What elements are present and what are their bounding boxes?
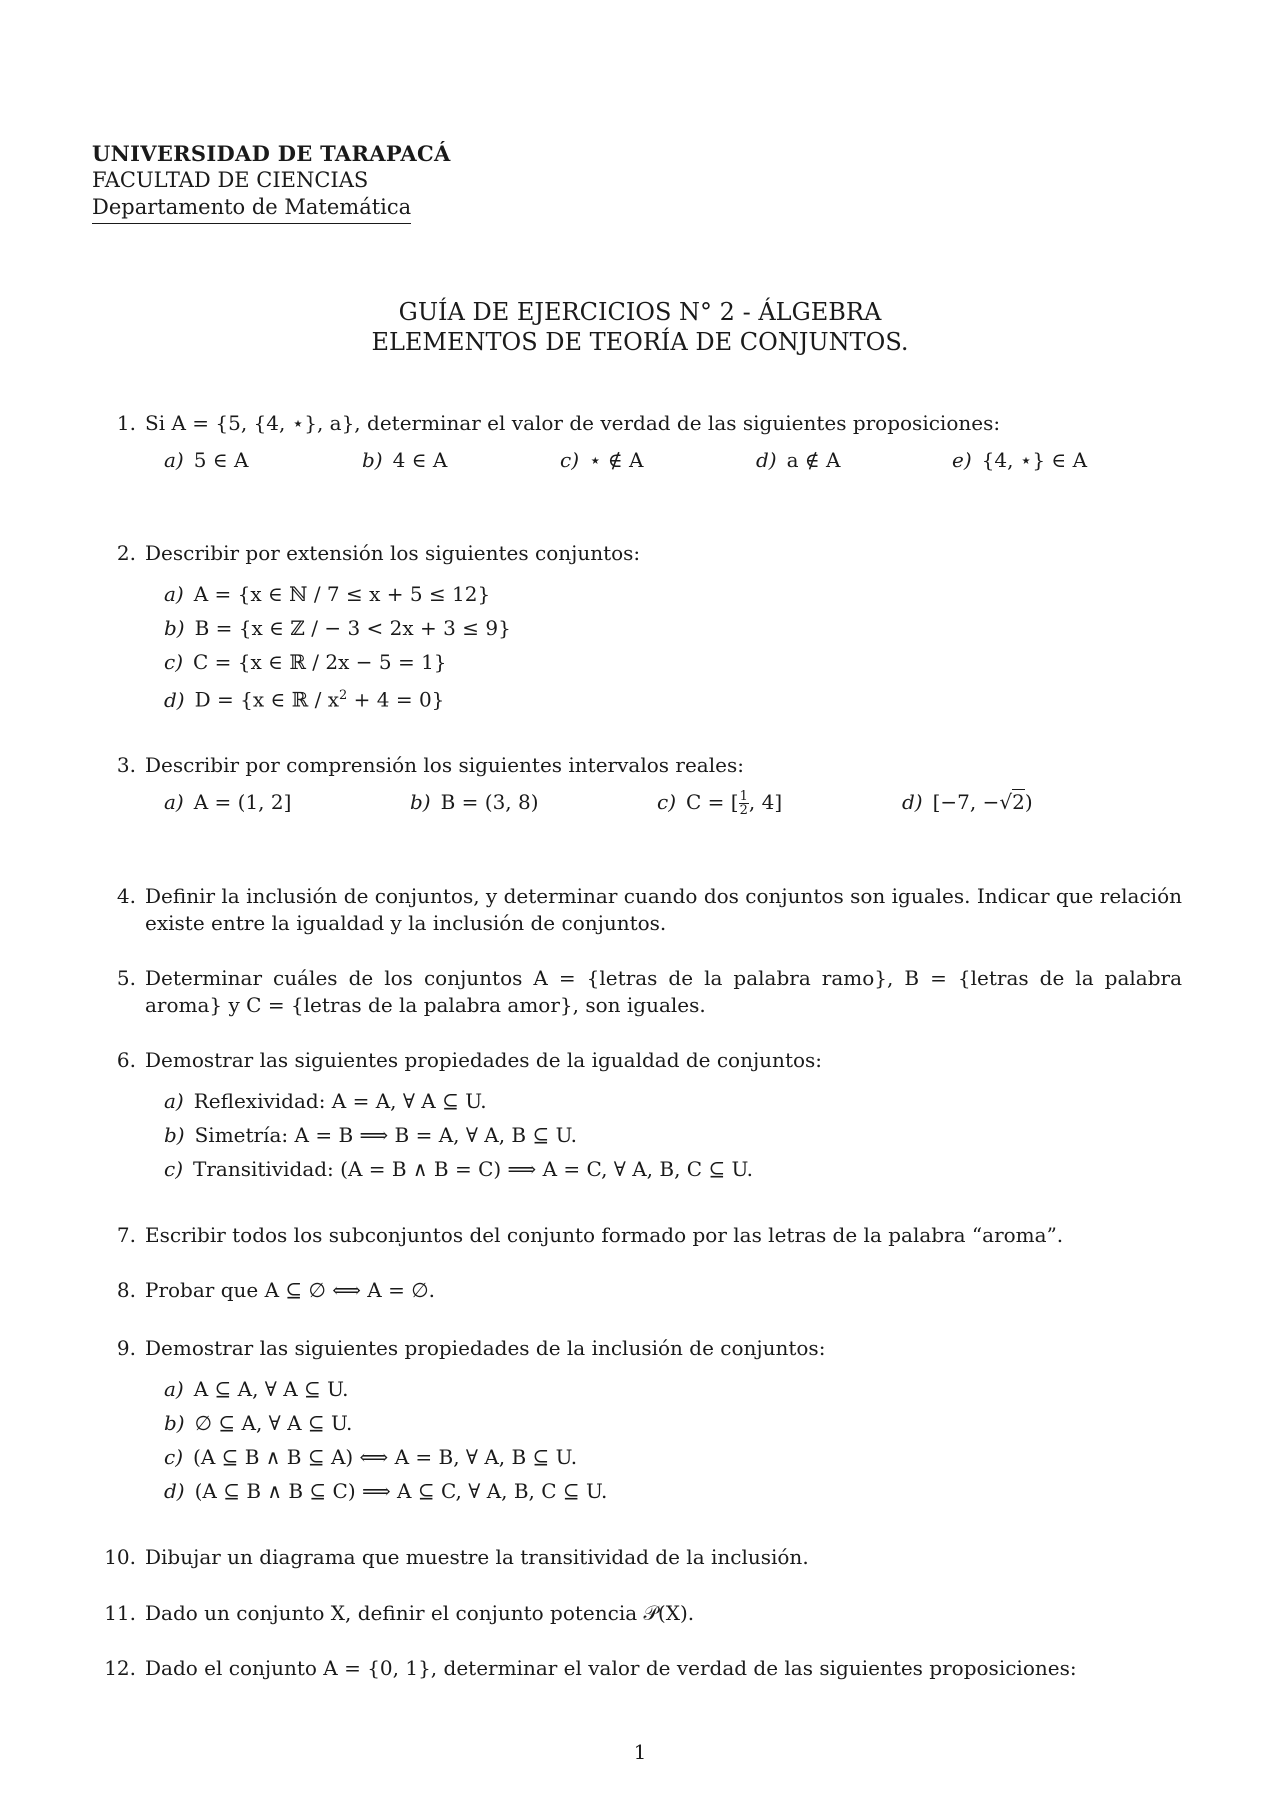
department-name: Departamento de Matemática <box>92 194 411 224</box>
exercise-item: a) 5 ∈ A <box>164 448 249 472</box>
exercise-text: Dado un conjunto X, definir el conjunto potencia 𝒫(X). <box>145 1601 695 1625</box>
exercise-item: d) [−7, −√2) <box>902 790 1033 814</box>
exercise-item: b) B = (3, 8) <box>410 790 539 814</box>
exercise-number: 6. <box>116 1048 136 1072</box>
exercise-text: Dado el conjunto A = {0, 1}, determinar el valor de verdad de las siguientes proposiciones: <box>145 1656 1077 1680</box>
exercise-2 <box>92 540 1182 713</box>
exercise-text: Probar que A ⊆ ∅ ⟺ A = ∅. <box>145 1278 435 1302</box>
exercise-number: 8. <box>116 1278 136 1302</box>
exercise-item: d) D = {x ∈ ℝ / $x^2 + 4 = 0$} <box>164 687 445 712</box>
exercise-text: Describir por extensión los siguientes conjuntos: <box>145 541 641 565</box>
exercise-text: Describir por comprensión los siguientes intervalos reales: <box>145 753 744 777</box>
exercise-9 <box>92 1335 1182 1508</box>
exercise-number: 10. <box>104 1545 136 1569</box>
exercise-4 <box>92 883 1182 937</box>
document-title <box>0 297 1280 357</box>
exercise-item: b) 4 ∈ A <box>362 448 448 472</box>
exercise-items <box>92 447 1182 481</box>
fraction: $\frac{1}{2}$ <box>739 789 748 818</box>
exercise-number: 4. <box>116 884 136 908</box>
exercise-item: b) Simetría: A = B ⟹ B = A, ∀ A, B ⊆ U. <box>164 1123 577 1147</box>
exercise-item: a) A ⊆ A, ∀ A ⊆ U. <box>164 1377 349 1401</box>
exercise-item: e) {4, ⋆} ∈ A <box>952 448 1088 472</box>
exercise-3 <box>92 752 1182 823</box>
exercise-items <box>164 577 1182 713</box>
university-name: UNIVERSIDAD DE TARAPACÁ <box>92 141 451 166</box>
exercise-number: 9. <box>116 1336 136 1360</box>
exercise-item: a) A = (1, 2] <box>164 790 292 814</box>
exercise-5 <box>92 965 1182 1019</box>
exercise-1 <box>92 410 1182 481</box>
exercise-6 <box>92 1047 1182 1186</box>
exercise-item: c) C = [ $\frac{1}{2}$ , 4] <box>657 789 783 818</box>
exercise-8 <box>92 1277 1182 1304</box>
exercise-items <box>92 789 1182 823</box>
exercise-item: c) ⋆ ∉ A <box>560 448 644 472</box>
exercise-item: d) a ∉ A <box>756 448 841 472</box>
exercise-text: Determinar cuáles de los conjuntos A = {letras de la palabra ramo}, B = {letras de la palabra aroma} y C = {letras de la palabra amor}, son iguales. <box>145 966 1182 1017</box>
exercise-text: Demostrar las siguientes propiedades de la inclusión de conjuntos: <box>145 1336 826 1360</box>
exercise-text: Demostrar las siguientes propiedades de la igualdad de conjuntos: <box>145 1048 823 1072</box>
page-number: 1 <box>633 1740 647 1764</box>
exercise-items <box>164 1084 1182 1186</box>
title-line-2: ELEMENTOS DE TEORÍA DE CONJUNTOS. <box>371 328 909 356</box>
exercise-item: c) C = {x ∈ ℝ / 2x − 5 = 1} <box>164 650 447 674</box>
exercise-items <box>164 1372 1182 1508</box>
exercise-text: Escribir todos los subconjuntos del conjunto formado por las letras de la palabra “aroma”. <box>145 1223 1064 1247</box>
exercise-item: c) (A ⊆ B ∧ B ⊆ A) ⟺ A = B, ∀ A, B ⊆ U. <box>164 1445 578 1469</box>
exercise-item: a) A = {x ∈ ℕ / 7 ≤ x + 5 ≤ 12} <box>164 582 491 606</box>
exercise-text: Si A = {5, {4, ⋆}, a}, determinar el valor de verdad de las siguientes proposiciones: <box>145 411 1001 435</box>
exercise-number: 3. <box>116 753 136 777</box>
exercise-number: 5. <box>116 966 136 990</box>
faculty-name: FACULTAD DE CIENCIAS <box>92 168 369 192</box>
title-line-1: GUÍA DE EJERCICIOS N° 2 - ÁLGEBRA <box>398 298 882 326</box>
exercise-item: b) ∅ ⊆ A, ∀ A ⊆ U. <box>164 1411 353 1435</box>
exercise-text: Definir la inclusión de conjuntos, y determinar cuando dos conjuntos son iguales. Indicar que relación existe entre la igualdad y la inclusión de conjuntos. <box>145 884 1182 935</box>
exercise-10 <box>92 1544 1182 1571</box>
exercise-number: 7. <box>116 1223 136 1247</box>
exercise-number: 1. <box>116 411 136 435</box>
exercise-7 <box>92 1222 1182 1249</box>
exercise-item: a) Reflexividad: A = A, ∀ A ⊆ U. <box>164 1089 487 1113</box>
institution-header <box>92 140 451 224</box>
exercise-item: c) Transitividad: (A = B ∧ B = C) ⟹ A = C, ∀ A, B, C ⊆ U. <box>164 1157 753 1181</box>
exercise-number: 11. <box>104 1601 136 1625</box>
exercise-11 <box>92 1600 1182 1627</box>
exercise-item: b) B = {x ∈ ℤ / − 3 < 2x + 3 ≤ 9} <box>164 616 511 640</box>
exercise-text: Dibujar un diagrama que muestre la transitividad de la inclusión. <box>145 1545 809 1569</box>
exercise-number: 2. <box>116 541 136 565</box>
exercise-item: d) (A ⊆ B ∧ B ⊆ C) ⟹ A ⊆ C, ∀ A, B, C ⊆ U. <box>164 1479 608 1503</box>
exercise-number: 12. <box>104 1656 136 1680</box>
exercise-12 <box>92 1655 1182 1682</box>
